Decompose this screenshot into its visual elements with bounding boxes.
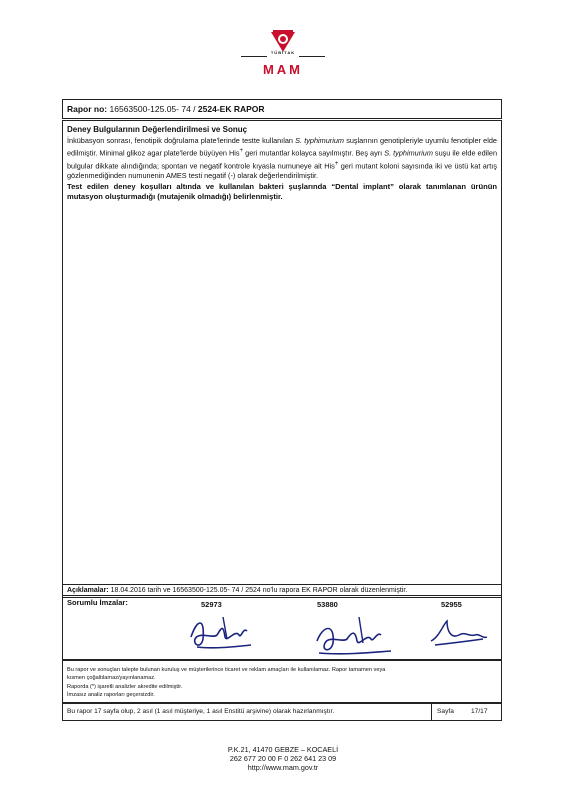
remarks-section bbox=[62, 584, 502, 660]
signatures-label: Sorumlu İmzalar: bbox=[67, 598, 128, 607]
page-number: 17/17 bbox=[471, 708, 488, 715]
signature-2 bbox=[311, 611, 397, 659]
logo-rule-right bbox=[299, 56, 325, 57]
logo-name: MAM bbox=[262, 62, 304, 77]
notes-section bbox=[62, 660, 502, 703]
superscript: + bbox=[334, 159, 339, 167]
page-footer bbox=[62, 703, 502, 721]
text-run: geri mutantlar kolayca sayılmıştır. Beş ayrı bbox=[243, 148, 385, 158]
phone-line: 262 677 20 00 F 0 262 641 23 09 bbox=[229, 754, 337, 763]
report-suffix: 2524-EK RAPOR bbox=[197, 104, 265, 114]
species-name: S. typhimurium bbox=[384, 148, 433, 158]
species-name: S. typhimurium bbox=[295, 136, 344, 145]
address-block bbox=[0, 745, 566, 772]
superscript: + bbox=[239, 147, 244, 155]
report-number bbox=[67, 104, 265, 114]
logo-rule-left bbox=[241, 56, 267, 57]
divider bbox=[63, 597, 501, 598]
report-code: 16563500-125.05- 74 / bbox=[109, 104, 196, 114]
results-paragraph bbox=[67, 136, 497, 182]
remarks-label: Açıklamalar: bbox=[67, 587, 109, 594]
report-prefix: Rapor no: bbox=[67, 104, 108, 114]
signature-1 bbox=[183, 609, 263, 655]
conclusion-text: Test edilen deney koşulları altında ve kullanılan bakteri şuşlarında “Dental implant” olarak tanımlanan ürünün mutasyon oluşturmadığı (mutajenik olmadığı) belirlenmiştir. bbox=[67, 181, 497, 201]
notes-list bbox=[67, 666, 385, 700]
signer-code-1: 52973 bbox=[201, 600, 222, 609]
signer-code-3: 52955 bbox=[441, 600, 462, 609]
text-run: İnkübasyon sonrası, fenotipik doğrulama plate'lerinde testte kullanılan bbox=[67, 136, 296, 145]
signer-code-2: 53880 bbox=[317, 600, 338, 609]
footer-text: Bu rapor 17 sayfa olup, 2 asıl (1 asıl müşteriye, 1 asıl Enstitü arşivine) olarak hazırlanmıştır. bbox=[67, 708, 335, 715]
remarks-text: 18.04.2016 tarih ve 16563500-125.05- 74 / 2524 no'lu rapora EK RAPOR olarak düzenlenmiştir. bbox=[110, 587, 408, 594]
text-run: geri mutant koloni sayısında iki ve üstü kat artış gözlenmediğinden numunenin AMES testi negatif (-) olarak değerlendirilmiştir. bbox=[67, 161, 497, 181]
address-line: P.K.21, 41470 GEBZE – KOCAELİ bbox=[227, 745, 339, 754]
note-line: Raporda (*) işaretli analizler akredite edilmiştir. bbox=[67, 683, 183, 690]
note-line: İmzasız analiz raporları geçersizdir. bbox=[67, 692, 155, 699]
text-run: suşu ile elde edilen bulgular dikkate alındığında; spontan ve negatif kontrole kıyasla numuneye ait His bbox=[67, 148, 497, 171]
website-link[interactable]: http://www.mam.gov.tr bbox=[247, 763, 319, 772]
signature-3 bbox=[425, 615, 491, 649]
note-line: Bu rapor ve sonuçları talepte bulunan kuruluş ve müşterilerince ticaret ve reklam amaçları ile kullanılamaz. Rapor tamamen veya bbox=[67, 667, 386, 673]
results-body bbox=[67, 136, 497, 202]
note-line: kısmen çoğaltılamaz/yayınlanamaz. bbox=[67, 675, 156, 682]
section-title: Deney Bulgularının Değerlendirilmesi ve Sonuç bbox=[67, 125, 248, 134]
report-header bbox=[62, 99, 502, 119]
page-label: Sayfa bbox=[437, 708, 454, 715]
remarks-line bbox=[67, 587, 407, 594]
logo-subtitle: TÜBİTAK bbox=[270, 50, 296, 55]
results-section bbox=[62, 120, 502, 596]
text-run: suşlarının genotipleriyle uyumlu fenotipler elde edilmiştir. Minimal glikoz agar plate'lerde büyüyen His bbox=[67, 136, 497, 158]
divider bbox=[431, 704, 432, 720]
